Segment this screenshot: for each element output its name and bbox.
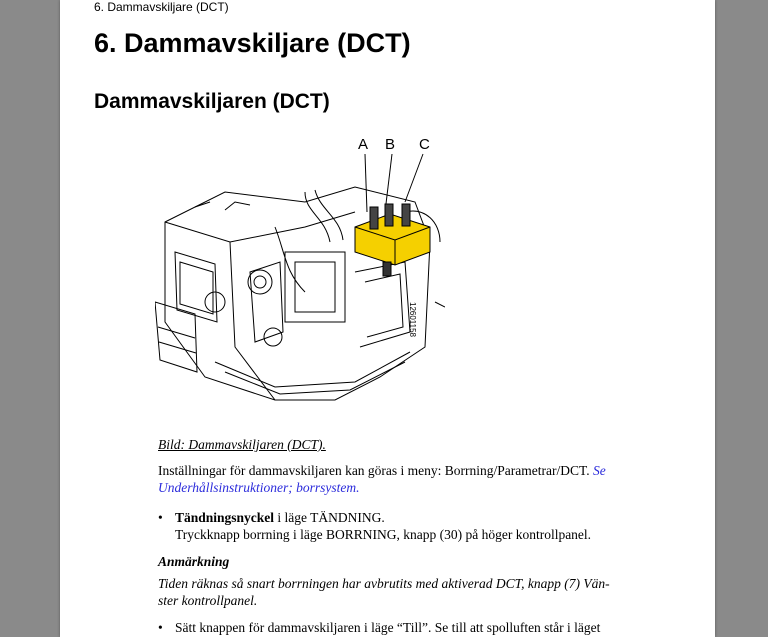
note-title: Anmärkning [158,554,230,569]
dct-figure [155,132,445,432]
bullet-dot: • [158,620,163,635]
note-line1: Tiden räknas så snart borrningen har avbrutits med aktiverad DCT, knapp (7) Vän- [158,576,610,591]
dct-highlight [355,204,430,276]
machine-drawing [155,132,445,432]
running-header: 6. Dammavskiljare (DCT) [94,0,229,14]
document-page [60,0,715,637]
figure-caption: Bild: Dammavskiljaren (DCT). [158,437,326,452]
callout-a: A [358,136,369,153]
bullet-rest: i läge TÄNDNING. [274,510,385,525]
bullet-bold-term: Tändningsnyckel [175,510,275,525]
intro-text: Inställningar för dammavskiljaren kan göras i meny: Borrning/Parametrar/DCT. [158,463,590,478]
bullet-line2: Tryckknapp borrning i läge BORRNING, knapp (30) på höger kontrollpanel. [175,527,592,542]
note-body [158,575,628,609]
bullet2-text: Sätt knappen för dammavskiljaren i läge “Till”. Se till att spolluften står i läget [175,620,601,635]
callout-c: C [419,136,430,153]
chapter-title: 6. Dammavskiljare (DCT) [94,28,411,58]
maintenance-link[interactable]: Se Underhållsinstruktioner; borrsystem. [158,463,606,495]
bullet-dot: • [158,510,163,525]
section-title: Dammavskiljaren (DCT) [94,90,330,113]
intro-paragraph [158,462,618,496]
figure-side-code: 12601158 [408,302,417,337]
callout-b: B [385,136,396,153]
note-line2: ster kontrollpanel. [158,593,258,608]
